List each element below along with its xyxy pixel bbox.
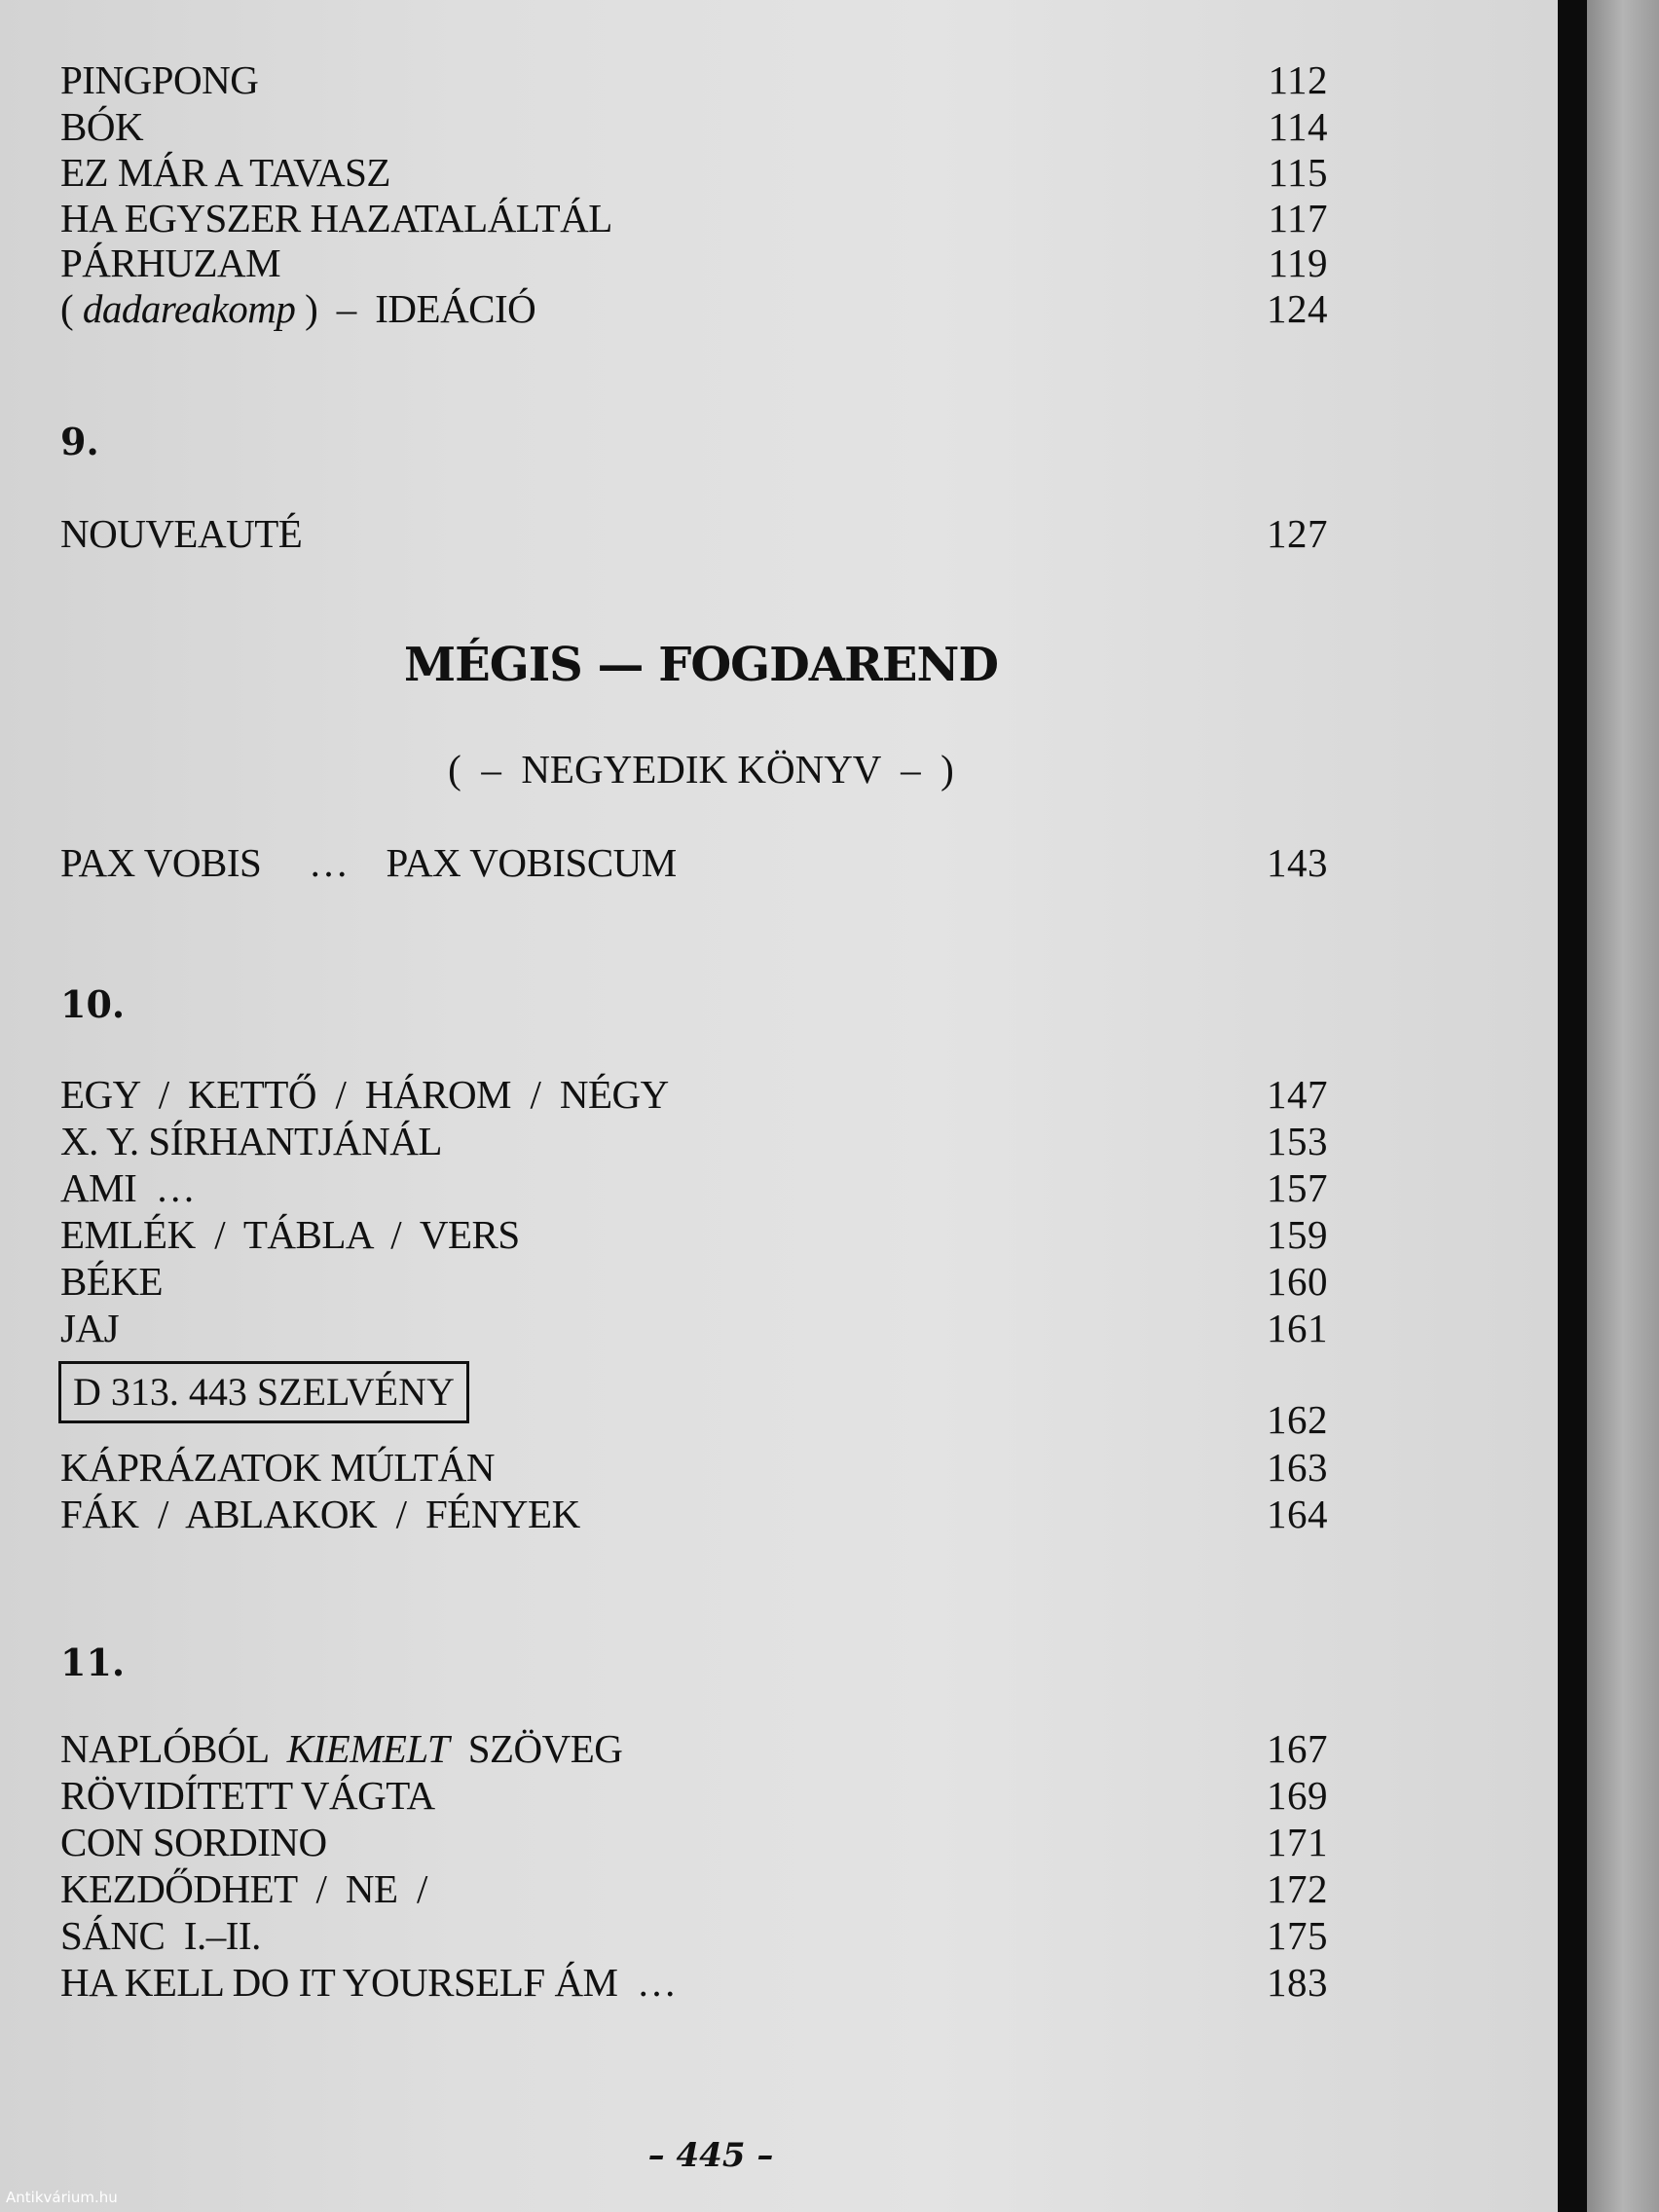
toc-entry [0,1912,1558,1959]
toc-entry [0,1071,1558,1118]
toc-entry-page: 162 [1267,1397,1328,1442]
toc-entry-page: 163 [1267,1445,1328,1490]
toc-entry [0,1491,1558,1537]
title-italic: KIEMELT [286,1726,450,1771]
toc-entry-title: SÁNC I.–II. [60,1913,261,1958]
toc-entry-page: 153 [1267,1119,1328,1163]
toc-entry-page: 112 [1268,57,1328,102]
toc-entry [0,240,1558,286]
toc-entry-title: CON SORDINO [60,1820,327,1864]
book-subheading: ( – NEGYEDIK KÖNYV – ) [448,747,954,792]
title-italic: dadareakomp [82,286,296,331]
toc-entry-title: EZ MÁR A TAVASZ [60,150,390,195]
toc-entry-page: 147 [1267,1072,1328,1117]
toc-entry-title [60,285,535,332]
toc-entry [0,1959,1558,2006]
toc-entry-title: RÖVIDÍTETT VÁGTA [60,1773,435,1818]
toc-entry-page: 124 [1267,286,1328,331]
toc-entry [0,1305,1558,1351]
toc-entry-title: EGY / KETTŐ / HÁROM / NÉGY [60,1072,669,1117]
toc-entry-title: NOUVEAUTÉ [60,511,303,556]
toc-entry-page: 119 [1268,240,1328,285]
toc-entry-page: 172 [1267,1866,1328,1911]
toc-entry [0,1396,1558,1443]
toc-entry-page: 160 [1267,1259,1328,1304]
toc-entry [0,1725,1558,1772]
title-part: ) – IDEÁCIÓ [295,286,536,331]
toc-entry-page: 114 [1268,104,1328,149]
toc-entry-page: 127 [1267,511,1328,556]
toc-entry-page: 164 [1267,1492,1328,1536]
toc-entry-page: 183 [1267,1960,1328,2005]
boxed-toc-title: D 313. 443 SZELVÉNY [58,1361,469,1423]
toc-entry-title: PAX VOBIS … PAX VOBISCUM [60,840,677,885]
book-heading: MÉGIS — FOGDAREND [404,638,998,692]
title-part: ( [60,286,83,331]
toc-entry-page: 167 [1267,1726,1328,1771]
toc-entry [0,1258,1558,1305]
toc-entry-page: 157 [1267,1165,1328,1210]
toc-entry-title: JAJ [60,1306,120,1350]
toc-entry [0,1819,1558,1865]
toc-entry-title [60,1725,622,1772]
adjacent-page-edge [1587,0,1659,2212]
title-part: NAPLÓBÓL [60,1726,287,1771]
section-number: 11. [60,1641,126,1684]
toc-entry-page: 117 [1268,196,1328,240]
toc-entry-title: X. Y. SÍRHANTJÁNÁL [60,1119,442,1163]
toc-entry [0,839,1558,886]
toc-entry-title: AMI … [60,1165,196,1210]
section-number: 10. [60,982,126,1026]
toc-entry-page: 115 [1268,150,1328,195]
toc-entry-page: 175 [1267,1913,1328,1958]
toc-entry-page: 169 [1267,1773,1328,1818]
toc-entry [0,1211,1558,1258]
page-number: – 445 – [647,2136,774,2175]
toc-entry-page: 159 [1267,1212,1328,1257]
title-part: SZÖVEG [449,1726,623,1771]
toc-entry [0,285,1558,332]
toc-entry-page: 143 [1267,840,1328,885]
toc-entry-title: BÓK [60,104,144,149]
toc-entry-title: PÁRHUZAM [60,240,281,285]
toc-entry [0,56,1558,103]
toc-entry [0,1444,1558,1491]
toc-entry-title: HA EGYSZER HAZATALÁLTÁL [60,196,612,240]
toc-entry [0,1772,1558,1819]
toc-entry-title: HA KELL DO IT YOURSELF ÁM … [60,1960,677,2005]
toc-entry [0,510,1558,557]
toc-entry-title: EMLÉK / TÁBLA / VERS [60,1212,520,1257]
toc-entry-title: KEZDŐDHET / NE / [60,1866,427,1911]
toc-entry [0,1164,1558,1211]
section-number: 9. [60,420,99,463]
toc-entry-page: 171 [1267,1820,1328,1864]
book-binding-edge [1558,0,1587,2212]
toc-entry [0,1118,1558,1164]
toc-entry-title: BÉKE [60,1259,164,1304]
toc-entry [0,195,1558,241]
toc-entry [0,103,1558,150]
toc-entry [0,149,1558,196]
watermark: Antikvárium.hu [6,2189,118,2206]
toc-entry-title: FÁK / ABLAKOK / FÉNYEK [60,1492,580,1536]
toc-entry [0,1865,1558,1912]
toc-entry-title: PINGPONG [60,57,259,102]
toc-entry-page: 161 [1267,1306,1328,1350]
toc-entry-title: KÁPRÁZATOK MÚLTÁN [60,1445,495,1490]
